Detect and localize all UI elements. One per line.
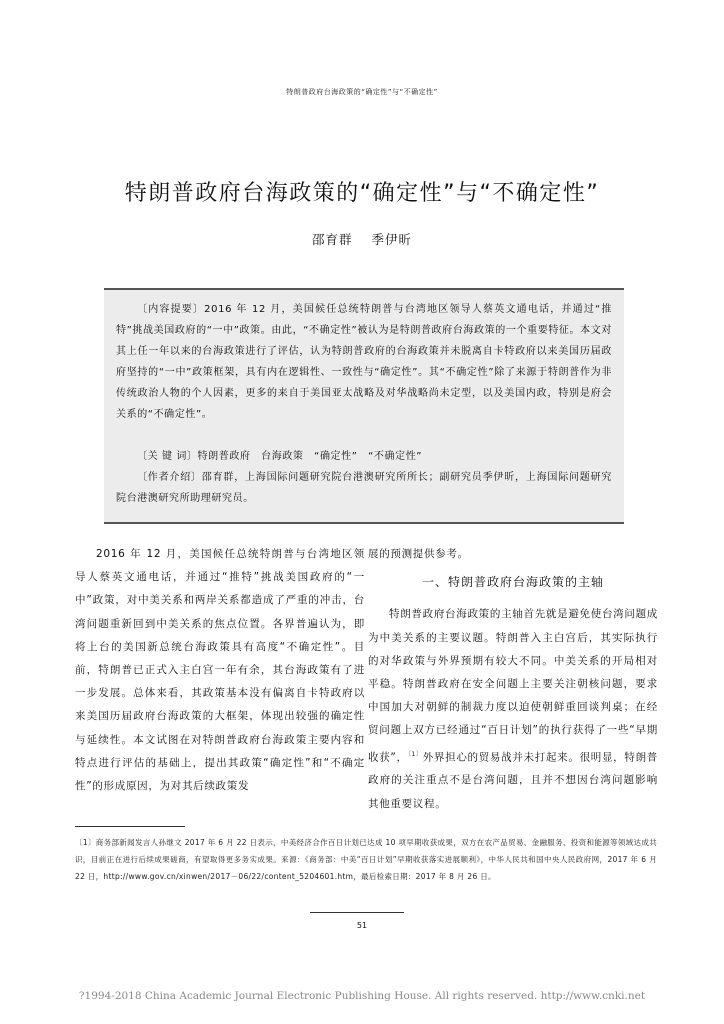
body-column-right	[368, 543, 658, 816]
body-column-left	[75, 543, 365, 798]
body-paragraph	[368, 603, 658, 815]
author-introduction: 〔作者介绍〕邵育群，上海国际问题研究院台港澳研究所所长；副研究员季伊昕，上海国际问题研究院台港澳研究所助理研究员。	[116, 472, 612, 504]
section-heading: 一、特朗普政府台海政策的主轴	[421, 575, 604, 590]
abstract-text: 〔内容提要〕2016 年 12 月，美国候任总统特朗普与台湾地区领导人蔡英文通电话，并通过“推特”挑战美国政府的“一中”政策。由此，“不确定性”被认为是特朗普政府台海政策的一个重要特征。本文对其上任一年以来的台海政策进行了评估，认为特朗普政府的台海政策并未脱离自卡特政府以来美国历届政府坚持的“一中”政策框架，具有内在逻辑性、一致性与“确定性”。其“不确定性”除了来源于特朗普作为非传统政治人物的个人因素，更多的来自于美国亚太战略及对华战略尚未定型，以及美国内政，特别是府会关系的“不确定性”。	[116, 304, 612, 420]
footnote: 〔1〕商务部新闻发言人孙继文 2017 年 6 月 22 日表示，中美经济合作百日计划已达成 10 项早期收获成果，双方在农产品贸易、金融服务、投资和能源等领域达成共识，目前正在进行后续成果磋商，有望取得更多务实成果。来源：《商务部：中美“百日计划”早期收获落实进展顺利》，中华人民共和国中央人民政府网，2017 年 6 月 22 日，http://www.gov.cn/xinwen/2017－06/22/content_5204601.htm，最后检索日期：2017 年 8 月 26 日。	[75, 838, 657, 881]
footnote-marker[interactable]: 〔1〕	[407, 750, 423, 758]
keywords: 〔关 键 词〕特朗普政府 台海政策 “确定性” “不确定性”	[137, 451, 423, 462]
authors	[0, 230, 724, 248]
body-paragraph: 2016 年 12 月，美国候任总统特朗普与台湾地区领导人蔡英文通电话，并通过“推特”挑战美国政府的“一中”政策，对中美关系和两岸关系都造成了严重的冲击，台湾问题重新回到中美关系的焦点位置。各界普遍认为，即将上台的美国新总统台海政策具有高度“不确定性”。目前，特朗普已正式入主白宫一年有余，其台海政策有了进一步发展。总体来看，其政策基本没有偏离自卡特政府以来美国历届政府台海政策的大框架，体现出较强的确定性与延续性。本文试图在对特朗普政府台海政策主要内容和特点进行评估的基础上，提出其政策“确定性”和“不确定性”的形成原因，为对其后续政策发	[75, 548, 365, 793]
page-number-divider	[310, 912, 404, 913]
paragraph-text: 特朗普政府台海政策的主轴首先就是避免使台湾问题成为中美关系的主要议题。特朗普入主白宫后，其实际执行的对华政策与外界预期有较大不同。中美关系的开局相对平稳。特朗普政府在安全问题上主要关注朝核问题，要求中国加大对朝鲜的制裁力度以迫使朝鲜重回谈判桌；在经贸问题上双方已经通过“百日计划”的执行获得了一些“早期收获”，	[368, 608, 658, 764]
running-head: 特朗普政府台海政策的“确定性”与“不确定性”	[286, 88, 438, 96]
copyright-notice: ?1994-2018 China Academic Journal Electronic Publishing House. All rights reserved. http://www.cnki.net	[78, 990, 646, 1002]
author-name: 邵育群	[311, 232, 353, 247]
author-name: 季伊昕	[371, 232, 412, 247]
body-paragraph-continuation: 展的预测提供参考。	[368, 548, 469, 560]
page-number: 51	[356, 921, 368, 930]
footnote-divider	[75, 826, 185, 827]
article-title: 特朗普政府台海政策的“确定性”与“不确定性”	[124, 181, 600, 206]
paragraph-text: 外界担心的贸易战并未打起来。很明显，特朗普政府的关注重点不是台湾问题，且并不想因台湾问题影响其他重要议程。	[368, 751, 658, 810]
abstract-box	[104, 288, 624, 524]
